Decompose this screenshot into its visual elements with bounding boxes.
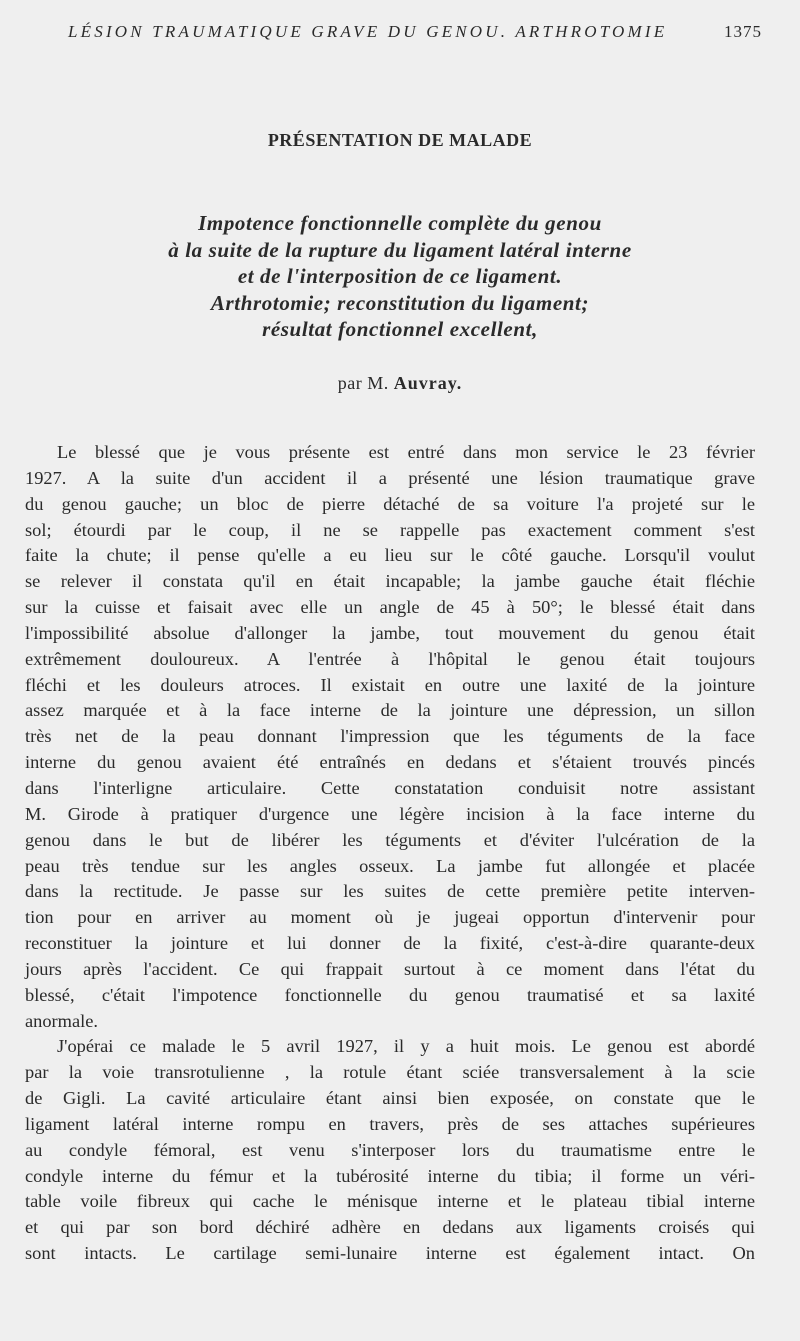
text-line: J'opérai ce malade le 5 avril 1927, il y a huit mois. Le genou est abordé bbox=[57, 1036, 755, 1057]
page-number: 1375 bbox=[724, 22, 762, 41]
text-line: jours après l'accident. Ce qui frappait surtout à ce moment dans l'état du bbox=[25, 958, 755, 979]
text-line: par la voie transrotulienne , la rotule étant sciée transversalement à la scie bbox=[25, 1062, 755, 1083]
text-line: anormale. bbox=[25, 1010, 99, 1031]
article-title-line: Arthrotomie; reconstitution du ligament; bbox=[210, 290, 590, 315]
article-title-line: à la suite de la rupture du ligament latéral interne bbox=[168, 237, 632, 262]
text-line: interne du genou avaient été entraînés en dedans et s'étaient trouvés pincés bbox=[25, 752, 755, 773]
text-line: table voile fibreux qui cache le ménisque interne et le plateau tibial interne bbox=[25, 1191, 755, 1212]
text-line: M. Girode à pratiquer d'urgence une légère incision à la face interne du bbox=[25, 803, 755, 824]
text-line: ligament latéral interne rompu en travers, près de ses attaches supérieures bbox=[25, 1113, 755, 1134]
text-line: au condyle fémoral, est venu s'interposer lors du traumatisme entre le bbox=[25, 1139, 755, 1160]
text-line: l'impossibilité absolue d'allonger la jambe, tout mouvement du genou était bbox=[25, 622, 755, 643]
text-line: dans l'interligne articulaire. Cette constatation conduisit notre assistant bbox=[25, 777, 755, 798]
text-line: genou dans le but de libérer les téguments et d'éviter l'ulcération de la bbox=[25, 829, 755, 850]
text-line: de Gigli. La cavité articulaire étant ainsi bien exposée, on constate que le bbox=[25, 1088, 755, 1109]
text-line: condyle interne du fémur et la tubérosité interne du tibia; il forme un véri- bbox=[25, 1165, 755, 1186]
article-title-line: Impotence fonctionnelle complète du genou bbox=[198, 211, 602, 235]
body-text bbox=[25, 440, 755, 1267]
text-line: sont intacts. Le cartilage semi-lunaire interne est également intact. On bbox=[25, 1243, 755, 1264]
text-line: assez marquée et à la face interne de la jointure une dépression, un sillon bbox=[25, 700, 755, 721]
article-title bbox=[40, 210, 760, 343]
text-line: blessé, c'était l'impotence fonctionnelle du genou traumatisé et sa laxité bbox=[25, 984, 755, 1005]
text-line: du genou gauche; un bloc de pierre détaché de sa voiture l'a projeté sur le bbox=[25, 493, 755, 514]
running-head-title: LÉSION TRAUMATIQUE GRAVE DU GENOU. ARTHROTOMIE bbox=[68, 22, 668, 41]
article-title-line: résultat fonctionnel excellent, bbox=[262, 317, 538, 341]
text-line: Le blessé que je vous présente est entré dans mon service le 23 février bbox=[57, 442, 755, 462]
byline bbox=[0, 373, 800, 394]
text-line: fléchi et les douleurs atroces. Il existait en outre une laxité de la jointure bbox=[25, 674, 755, 695]
text-line: 1927. A la suite d'un accident il a présenté une lésion traumatique grave bbox=[25, 467, 755, 488]
text-line: sur la cuisse et faisait avec elle un angle de 45 à 50°; le blessé était dans bbox=[25, 597, 755, 618]
article-title-line: et de l'interposition de ce ligament. bbox=[237, 264, 563, 288]
text-line: faite la chute; il pense qu'elle a eu lieu sur le côté gauche. Lorsqu'il voulut bbox=[25, 545, 755, 566]
text-line: tion pour en arriver au moment où je jugeai opportun d'intervenir pour bbox=[25, 907, 755, 928]
byline-prefix: par M. bbox=[337, 373, 389, 393]
author-name: Auvray. bbox=[393, 373, 463, 393]
text-line: peau très tendue sur les angles osseux. La jambe fut allongée et placée bbox=[25, 855, 755, 876]
text-line: sol; étourdi par le coup, il ne se rappelle pas exactement comment s'est bbox=[25, 519, 755, 540]
text-line: extrêmement douloureux. A l'entrée à l'hôpital le genou était toujours bbox=[25, 648, 755, 669]
text-line: et qui par son bord déchiré adhère en dedans aux ligaments croisés qui bbox=[25, 1217, 755, 1238]
text-line: très net de la peau donnant l'impression que les téguments de la face bbox=[25, 726, 755, 747]
running-head bbox=[68, 22, 762, 46]
text-line: reconstituer la jointure et lui donner de la fixité, c'est-à-dire quarante-deux bbox=[25, 933, 755, 954]
text-line: se relever il constata qu'il en était incapable; la jambe gauche était fléchie bbox=[25, 571, 755, 592]
section-title: PRÉSENTATION DE MALADE bbox=[267, 130, 533, 150]
text-line: dans la rectitude. Je passe sur les suites de cette première petite interven- bbox=[25, 881, 755, 902]
